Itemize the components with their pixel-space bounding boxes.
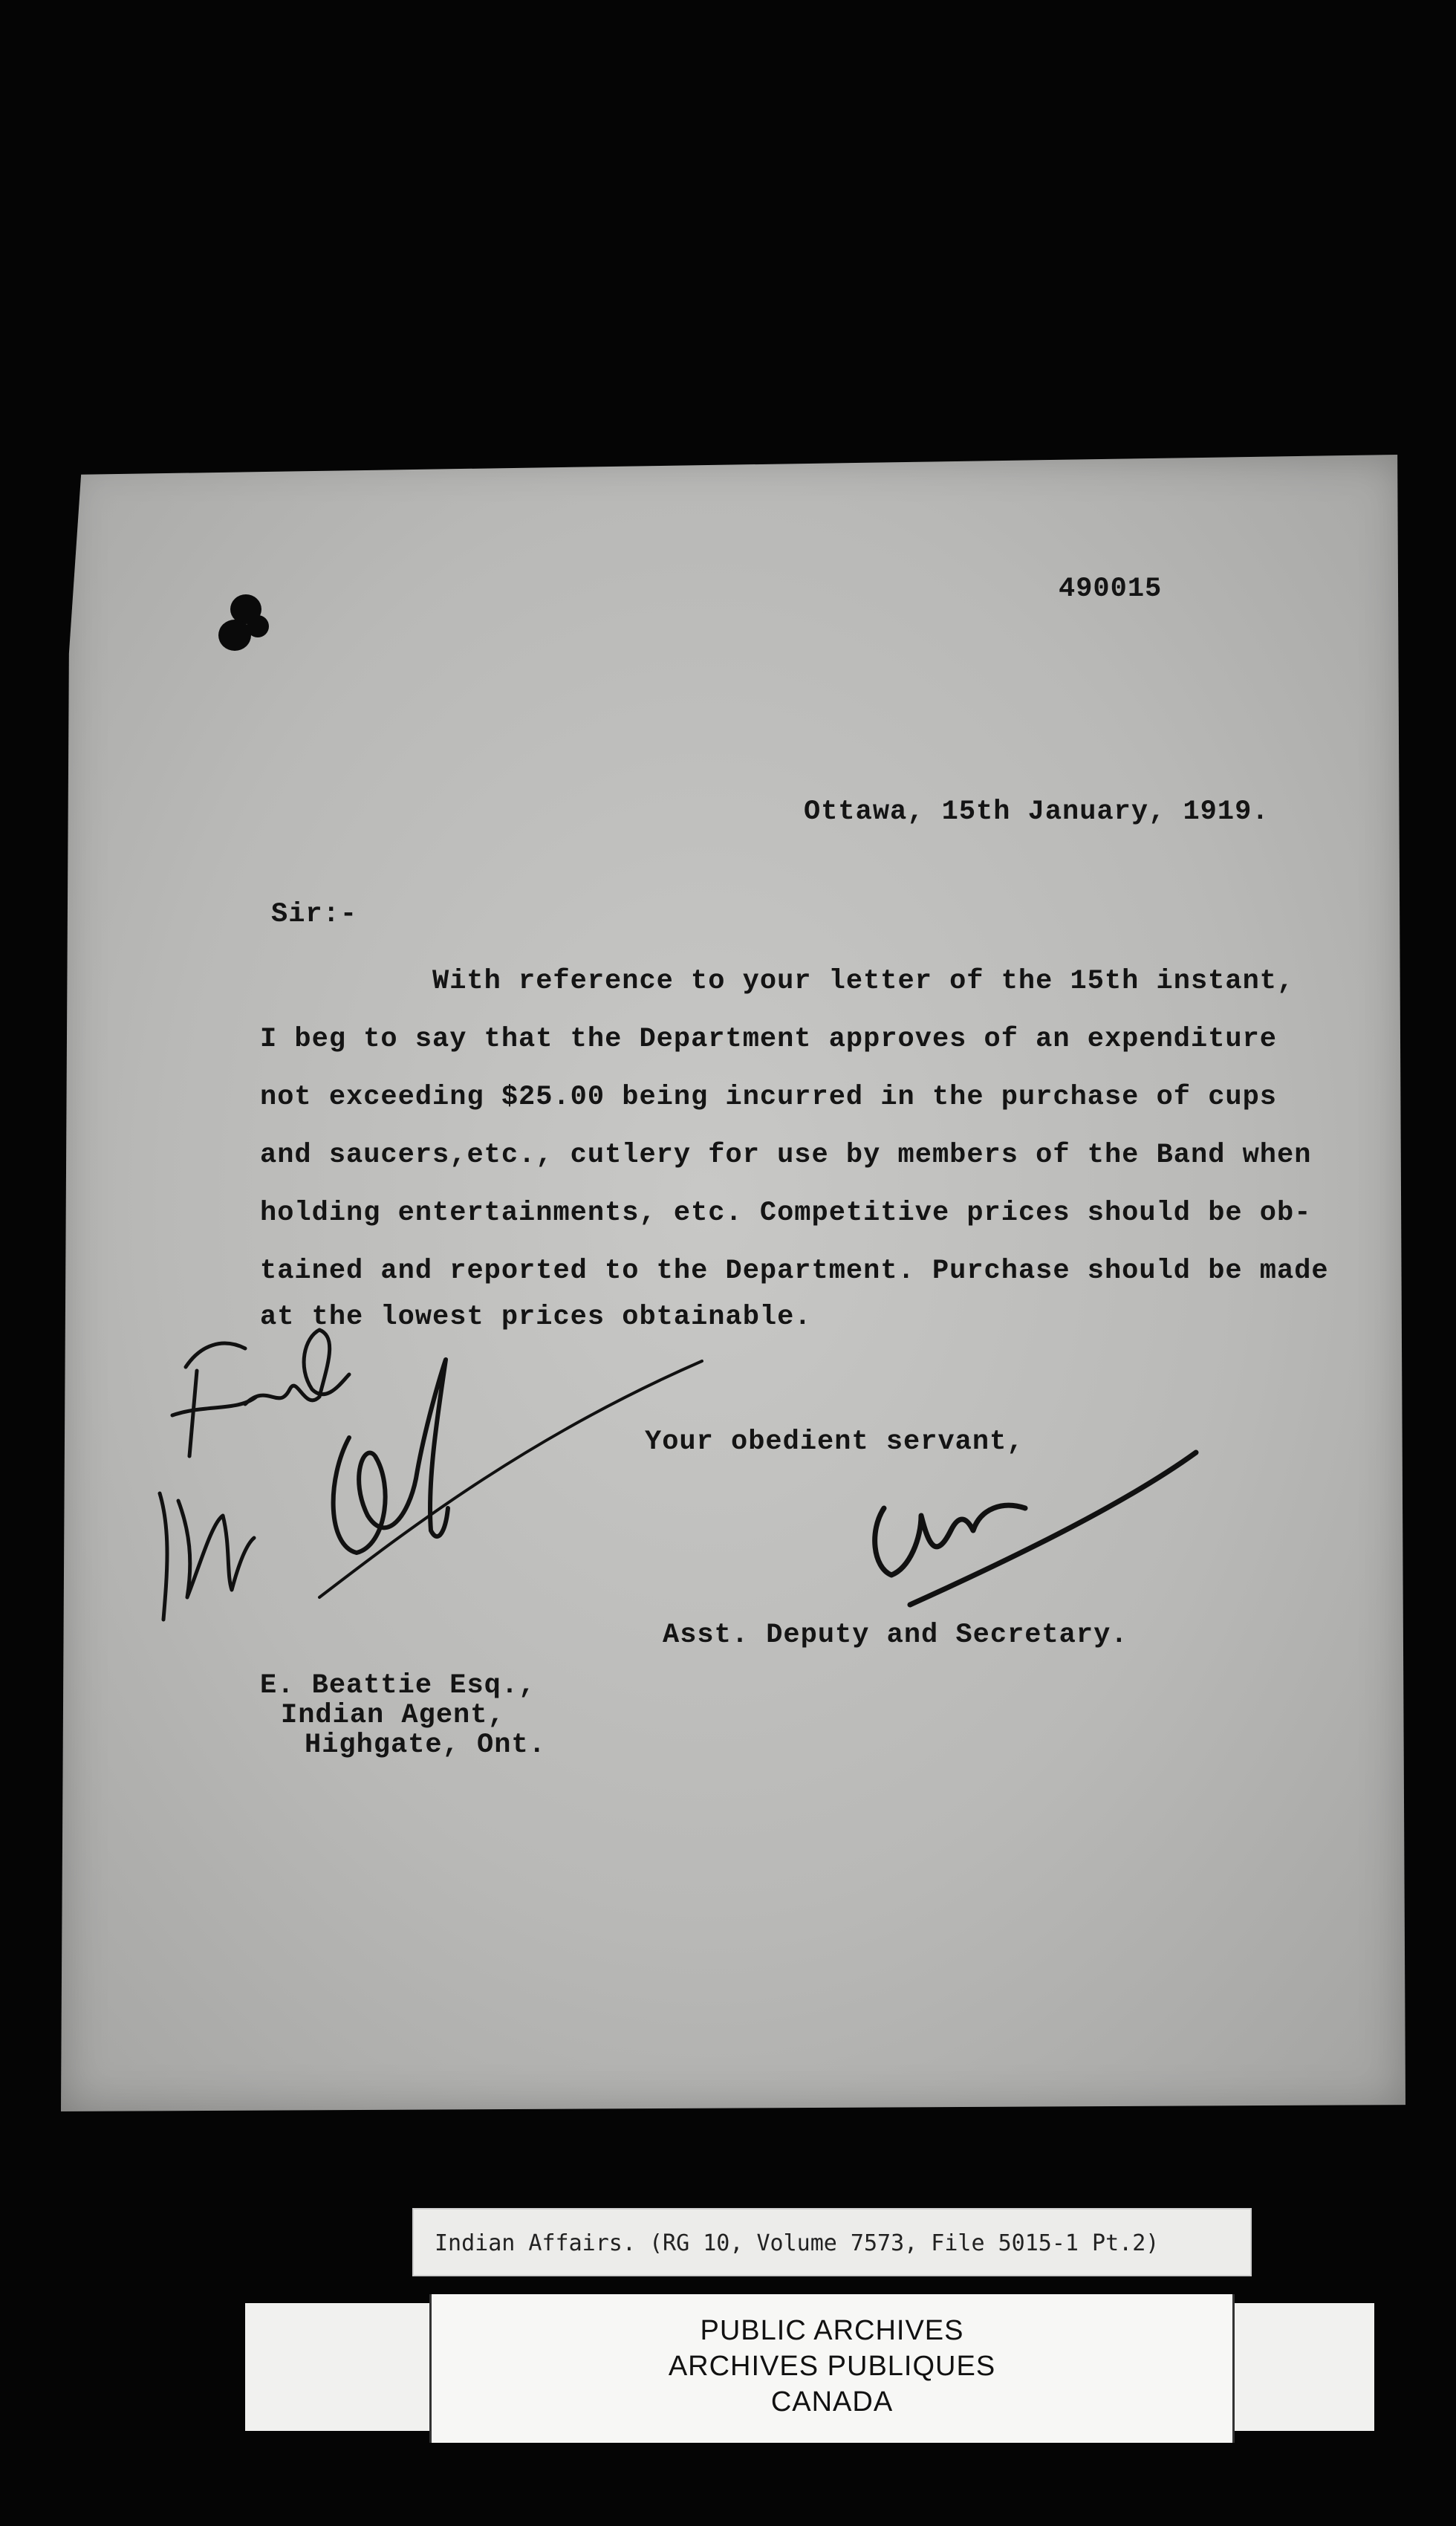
addressee-line: Indian Agent, [281, 1700, 505, 1731]
dateline: Ottawa, 15th January, 1919. [804, 796, 1270, 828]
body-line: I beg to say that the Department approves of an expenditure [260, 1024, 1278, 1055]
addressee-line: E. Beattie Esq., [260, 1670, 536, 1701]
body-line: tained and reported to the Department. Purchase should be made [260, 1256, 1329, 1287]
body-line: not exceeding $25.00 being incurred in the purchase of cups [260, 1082, 1278, 1113]
archive-institution-line: CANADA [770, 2386, 894, 2418]
punch-hole [247, 615, 269, 637]
addressee-line: Highgate, Ont. [305, 1730, 546, 1761]
body-line: at the lowest prices obtainable. [260, 1302, 812, 1333]
salutation: Sir:- [271, 899, 358, 930]
file-number: 490015 [1059, 574, 1163, 605]
archive-reference: Indian Affairs. (RG 10, Volume 7573, File 5015-1 Pt.2) [412, 2208, 1252, 2276]
body-line: With reference to your letter of the 15th instant, [432, 966, 1295, 997]
body-line: and saucers,etc., cutlery for use by members of the Band when [260, 1140, 1312, 1171]
signatory-title: Asst. Deputy and Secretary. [663, 1620, 1128, 1651]
archive-institution-line: ARCHIVES PUBLIQUES [668, 2351, 996, 2382]
body-line: holding entertainments, etc. Competitive prices should be ob- [260, 1198, 1312, 1229]
closing: Your obedient servant, [645, 1426, 1024, 1458]
archive-stamp [429, 2294, 1235, 2443]
archive-institution-line: PUBLIC ARCHIVES [700, 2315, 964, 2346]
